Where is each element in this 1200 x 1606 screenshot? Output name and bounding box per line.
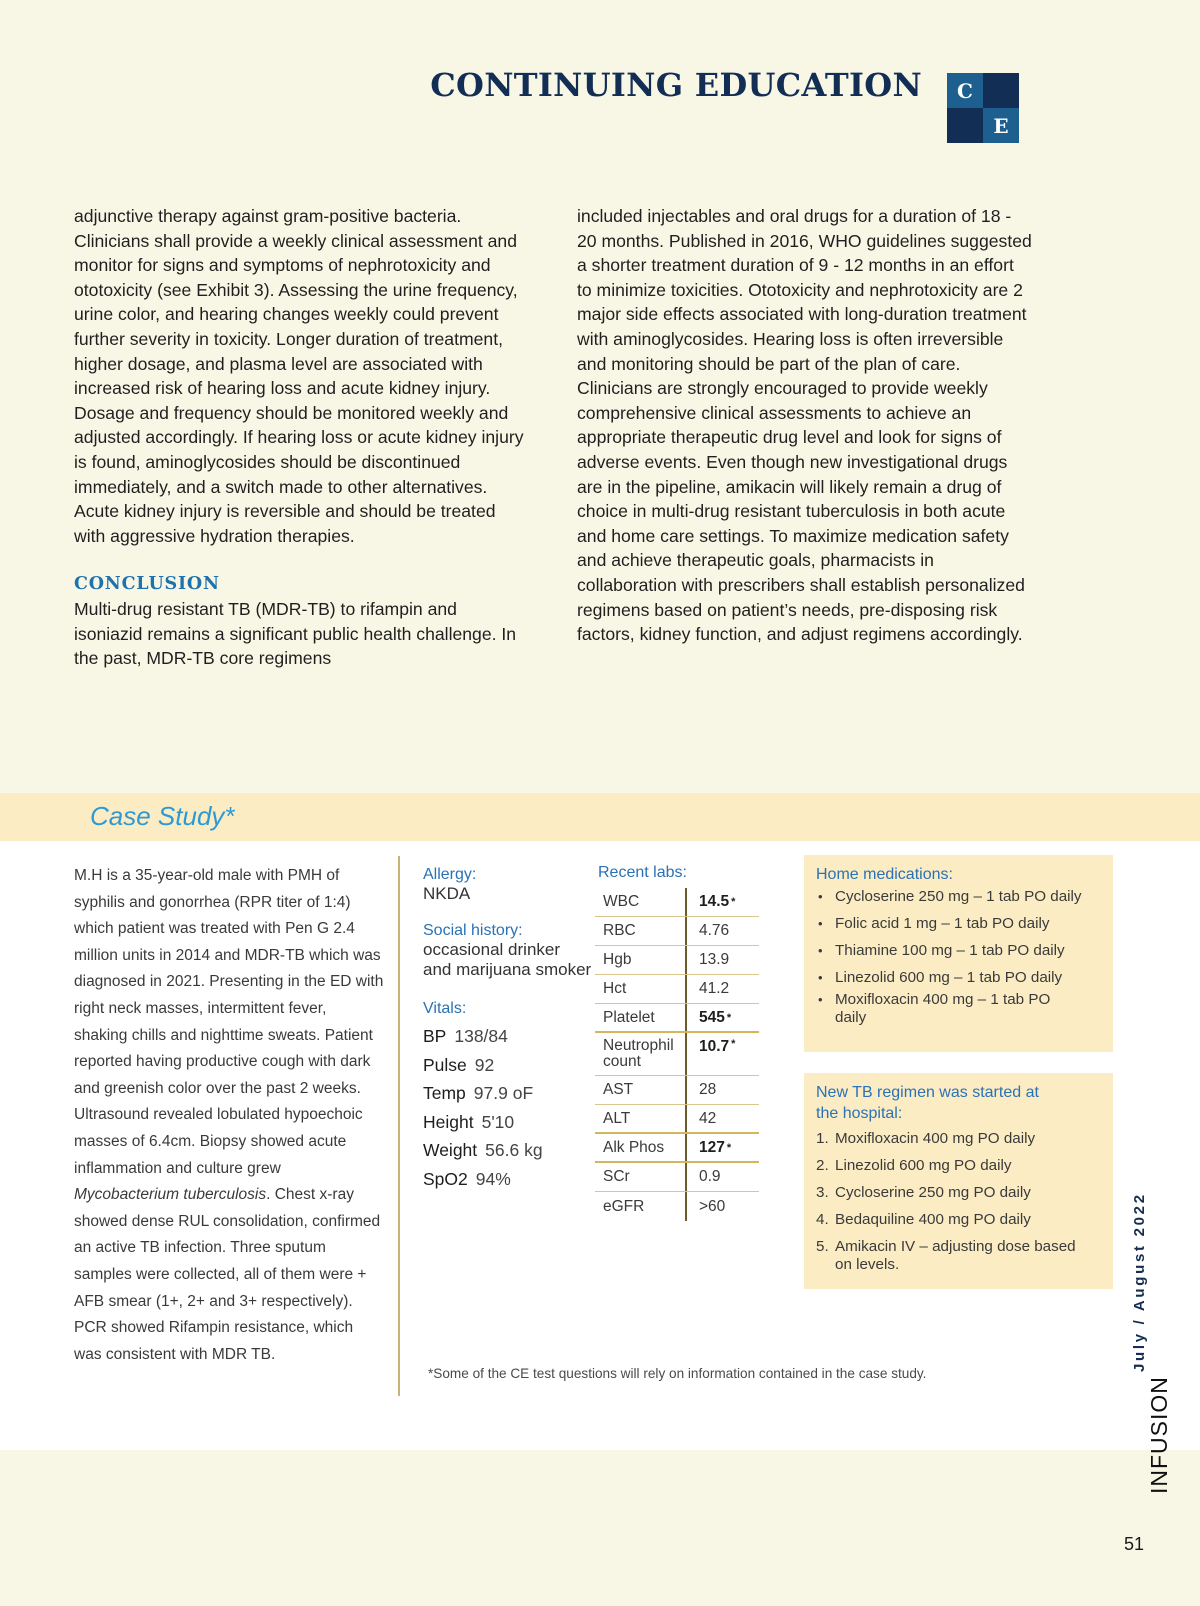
narrative-text: . Chest x-ray showed dense RUL consolidation, confirmed an active TB infection. Three sputum samples were collected, all of them were + AFB smear (1+, 2+ and 3+ respectively). PCR showed Rifampin resistance, which was consistent with MDR TB. xyxy=(74,1186,381,1363)
allergy-value: NKDA xyxy=(423,884,471,903)
new-regimen-list xyxy=(816,1130,1103,1274)
vital-row xyxy=(423,1022,593,1051)
vital-value: 92 xyxy=(474,1054,495,1075)
lab-value: 0.9 xyxy=(699,1168,721,1185)
lab-row xyxy=(595,1076,759,1105)
lab-value: 545 * xyxy=(687,1004,759,1031)
case-study-title: Case Study* xyxy=(90,801,235,831)
ce-logo-block xyxy=(983,73,1019,108)
vital-value: 138/84 xyxy=(454,1026,508,1046)
vital-row xyxy=(423,1051,593,1080)
list-item: • Moxifloxacin 400 mg – 1 tab PO daily xyxy=(816,991,1103,1027)
list-number: 4. xyxy=(816,1211,829,1228)
lab-name: AST xyxy=(595,1076,687,1104)
list-number: 1. xyxy=(816,1130,829,1147)
lab-row xyxy=(595,1004,759,1033)
lab-row xyxy=(595,946,759,975)
ce-logo-e: E xyxy=(983,108,1019,143)
vital-name: Weight xyxy=(423,1140,478,1160)
lab-value: 10.7 * xyxy=(687,1033,759,1075)
lab-name: Platelet xyxy=(595,1004,687,1031)
ce-logo xyxy=(947,73,1019,143)
vitals-list xyxy=(423,1022,593,1193)
vital-name: Height xyxy=(423,1111,474,1132)
vital-name: Pulse xyxy=(423,1054,467,1075)
ce-logo-block xyxy=(947,108,983,143)
vital-value: 5'10 xyxy=(481,1111,515,1132)
vital-value: 94% xyxy=(475,1168,511,1189)
vital-row xyxy=(423,1136,593,1165)
lab-row xyxy=(595,1163,759,1192)
lab-value: 42 xyxy=(699,1109,717,1127)
lab-row xyxy=(595,975,759,1004)
list-number: 5. xyxy=(816,1238,829,1255)
issue-date: July / August 2022 xyxy=(1131,1192,1148,1372)
page-number: 51 xyxy=(1124,1534,1145,1554)
list-item xyxy=(816,1184,1103,1202)
vitals-label: Vitals: xyxy=(423,1000,467,1017)
lab-row xyxy=(595,917,759,946)
list-text: Cycloserine 250 mg PO daily xyxy=(835,1184,1031,1201)
list-item xyxy=(816,1211,1103,1229)
lab-row xyxy=(595,1033,759,1076)
home-medications-box xyxy=(804,855,1113,1052)
conclusion-paragraph: Multi-drug resistant TB (MDR-TB) to rifampin and isoniazid remains a significant public health challenge. In the past, MDR-TB core regimens xyxy=(74,598,517,669)
lab-row xyxy=(595,888,759,917)
vital-value: 97.9 oF xyxy=(473,1083,534,1103)
home-medications-label: Home medications: xyxy=(816,866,953,883)
vital-row xyxy=(423,1108,593,1137)
vital-value: 56.6 kg xyxy=(485,1140,543,1160)
list-item: • Linezolid 600 mg – 1 tab PO daily xyxy=(816,969,1103,987)
vital-name: Temp xyxy=(423,1083,466,1103)
home-medications-list xyxy=(816,888,1103,1027)
case-narrative xyxy=(74,863,384,1368)
lab-value: 14.5 * xyxy=(687,888,759,916)
lab-value: 41.2 xyxy=(699,980,730,997)
article-right-column xyxy=(577,204,1032,647)
list-text: Moxifloxacin 400 mg PO daily xyxy=(835,1130,1036,1147)
body-paragraph: adjunctive therapy against gram-positive bacteria. Clinicians shall provide a weekly clinical assessment and monitor for signs and symptoms of nephrotoxicity and ototoxicity (see Exhibit 3). Assessing the urine frequency, urine color, and hearing changes weekly could prevent further severity in toxicity. Longer duration of treatment, higher dosage, and plasma level are associated with increased risk of hearing loss and acute kidney injury. Dosage and frequency should be monitored weekly and adjusted accordingly. If hearing loss or acute kidney injury is found, aminoglycosides should be discontinued immediately, and a switch made to other alternatives. Acute kidney injury is reversible and should be treated with aggressive hydration therapies. xyxy=(74,206,524,546)
narrative-text: M.H is a 35-year-old male with PMH of syphilis and gonorrhea (RPR titer of 1:4) which patient was treated with Pen G 2.4 million units in 2014 and MDR-TB which was diagnosed in 2021. Presenting in the ED with right neck masses, intermittent fever, shaking chills and nighttime sweats. Patient reported having productive cough with dark and greenish color over the past 2 weeks. Ultrasound revealed lobulated hypoechoic masses of 6.4cm. Biopsy showed acute inflammation and culture grew xyxy=(74,867,384,1177)
vital-row xyxy=(423,1079,593,1108)
list-item: • Folic acid 1 mg – 1 tab PO daily xyxy=(816,915,1103,933)
list-item xyxy=(816,1157,1103,1175)
lab-name: WBC xyxy=(595,888,687,916)
vital-name: SpO2 xyxy=(423,1168,468,1189)
vital-name: BP xyxy=(423,1026,447,1046)
lab-value: 28 xyxy=(699,1081,717,1098)
new-regimen-box xyxy=(804,1073,1113,1289)
lab-value: 13.9 xyxy=(699,951,730,968)
case-study-footnote: *Some of the CE test questions will rely on information contained in the case study. xyxy=(428,1366,927,1381)
body-paragraph: included injectables and oral drugs for a duration of 18 - 20 months. Published in 2016, WHO guidelines suggested a shorter treatment duration of 9 - 12 months in an effort to minimize toxicities. Ototoxicity and nephrotoxicity are 2 major side effects associated with long-duration treatment with aminoglycosides. Hearing loss is often irreversible and monitoring should be part of the plan of care. Clinicians are strongly encouraged to provide weekly comprehensive clinical assessments to achieve an appropriate therapeutic drug level and look for signs of adverse events. Even though new investigational drugs are in the pipeline, amikacin will likely remain a drug of choice in multi-drug resistant tuberculosis in both acute and home care settings. To maximize medication safety and achieve therapeutic goals, pharmacists in collaboration with prescribers shall establish personalized regimens based on patient’s needs, pre-disposing risk factors, kidney function, and adjust regimens accordingly. xyxy=(577,206,1032,645)
lab-value: 4.76 xyxy=(699,922,730,939)
conclusion-heading: CONCLUSION xyxy=(74,574,220,595)
section-title: CONTINUING EDUCATION xyxy=(430,66,922,104)
list-number: 3. xyxy=(816,1184,829,1201)
list-text: Bedaquiline 400 mg PO daily xyxy=(835,1211,1031,1228)
lab-value: 127 * xyxy=(687,1134,759,1161)
vital-row xyxy=(423,1165,593,1194)
lab-name: ALT xyxy=(595,1105,687,1132)
social-history-label: Social history: xyxy=(423,922,523,939)
labs-table xyxy=(595,888,759,1221)
patient-info xyxy=(423,866,593,1193)
lab-name: eGFR xyxy=(595,1192,687,1221)
lab-value: >60 xyxy=(699,1197,726,1215)
lab-name: SCr xyxy=(595,1163,687,1191)
lab-row xyxy=(595,1192,759,1221)
article-left-column xyxy=(74,204,529,671)
list-text: Linezolid 600 mg PO daily xyxy=(835,1157,1012,1174)
lab-name: Neutrophil count xyxy=(595,1033,687,1075)
lab-name: RBC xyxy=(595,917,687,945)
list-item xyxy=(816,1238,1103,1274)
list-item: • Thiamine 100 mg – 1 tab PO daily xyxy=(816,942,1103,960)
organism-name: Mycobacterium tuberculosis xyxy=(74,1186,267,1204)
lab-name: Hct xyxy=(595,975,687,1003)
lab-row xyxy=(595,1134,759,1163)
list-item: • Cycloserine 250 mg – 1 tab PO daily xyxy=(816,888,1103,906)
lab-name: Alk Phos xyxy=(595,1134,687,1161)
column-divider xyxy=(398,856,400,1396)
social-history-value: occasional drinker and marijuana smoker xyxy=(423,940,592,979)
allergy-label: Allergy: xyxy=(423,866,477,883)
lab-row xyxy=(595,1105,759,1134)
lab-name: Hgb xyxy=(595,946,687,974)
magazine-logo: INFUSION xyxy=(1146,1376,1172,1494)
list-text: Amikacin IV – adjusting dose based on levels. xyxy=(835,1238,1076,1273)
new-regimen-label: New TB regimen was started at the hospital: xyxy=(816,1084,1039,1122)
ce-logo-c: C xyxy=(947,73,983,108)
list-number: 2. xyxy=(816,1157,829,1174)
list-item xyxy=(816,1130,1103,1148)
labs-label: Recent labs: xyxy=(598,864,687,881)
